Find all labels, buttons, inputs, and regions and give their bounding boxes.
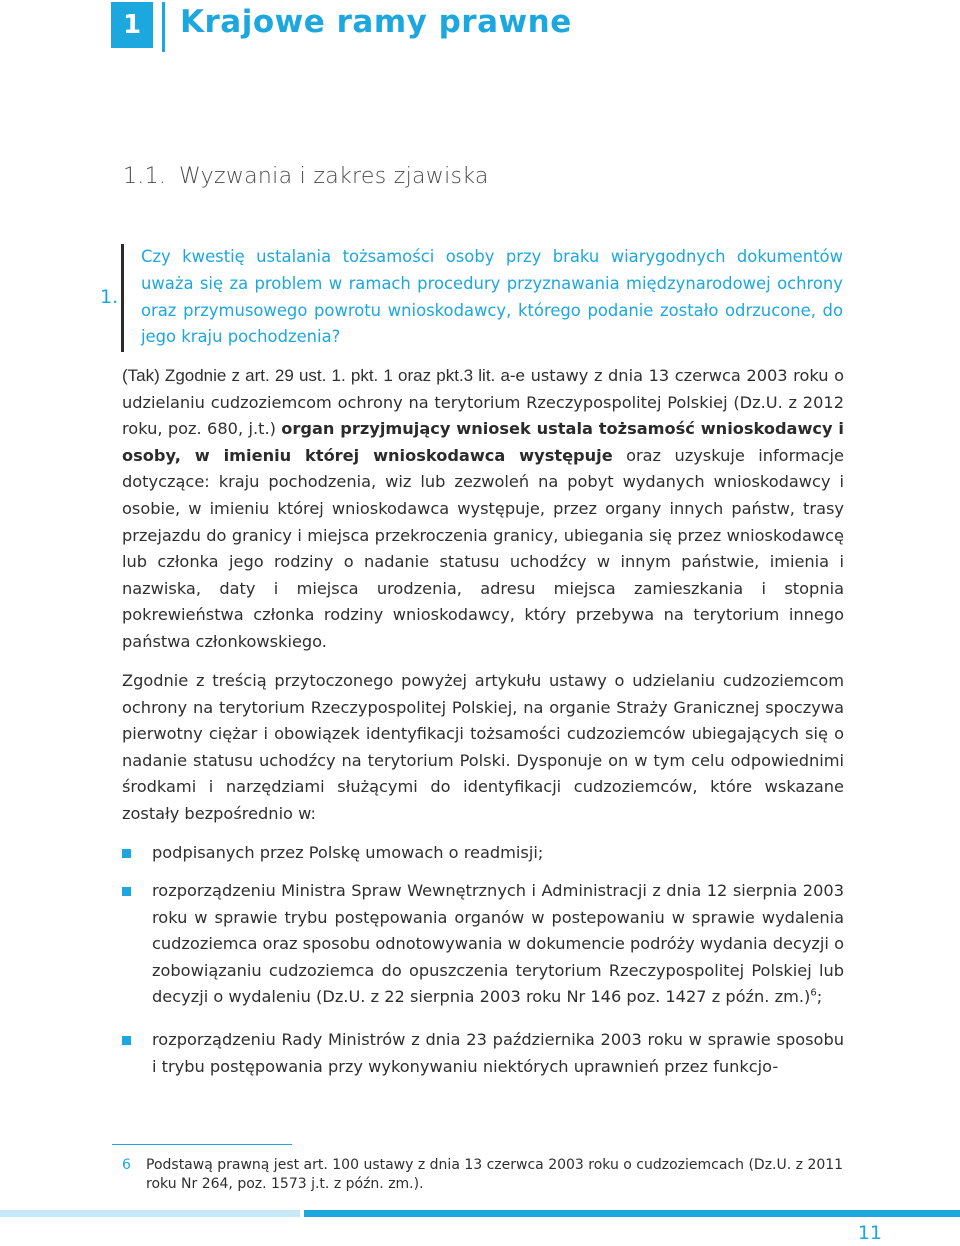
answer-text-a: ustawy z dnia 13 czerwca 2003 roku o udzielaniu cudzoziemcom ochrony na terytorium Rzeczypospolitej Polskiej (Dz.U. z 2012 roku, poz. 680, j.t.) bbox=[122, 366, 844, 439]
chapter-number: 1 bbox=[111, 2, 153, 48]
question-number: 1. bbox=[100, 286, 119, 308]
list-item bbox=[122, 840, 844, 870]
footnote bbox=[122, 1156, 844, 1194]
section-title: Wyzwania i zakres zjawiska bbox=[179, 164, 489, 189]
list-item-tail: ; bbox=[816, 987, 823, 1007]
section-heading bbox=[123, 164, 489, 189]
paragraph-2: Zgodnie z treścią przytoczonego powyżej artykułu ustawy o udzielaniu cudzoziemcom ochrony na terytorium Rzeczypospolitej Polskiej, na organie Straży Granicznej spoczywa pierwotny ciężar i obowiązek identyfikacji tożsamości cudzoziemców ubiegających się o nadanie statusu uchodźcy na terytorium Polski. Dysponuje on w tym celu odpowiednimi środkami i narzędziami służącymi do identyfikacji cudzoziemców, które wskazane zostały bezpośrednio w: bbox=[122, 671, 844, 823]
footnote-text: Podstawą prawną jest art. 100 ustawy z dnia 13 czerwca 2003 roku o cudzoziemcach (Dz.U. z 2011 roku Nr 264, poz. 1573 j.t. z późn. zm.). bbox=[146, 1157, 844, 1192]
question-bar bbox=[121, 244, 124, 352]
answer-bold: organ przyjmujący wniosek ustala tożsamość wnioskodawcy i osoby, w imieniu której wnioskodawca występuje bbox=[122, 419, 844, 465]
bullet-list bbox=[122, 840, 844, 1080]
bullet-square-icon bbox=[122, 1036, 131, 1045]
list-item bbox=[122, 878, 844, 1011]
page-number: 11 bbox=[857, 1222, 882, 1244]
bullet-square-icon bbox=[122, 887, 131, 896]
footer-bar bbox=[304, 1210, 960, 1217]
question-text: Czy kwestię ustalania tożsamości osoby przy braku wiarygodnych dokumentów uważa się za problem w ramach procedury przyznawania międzynarodowej ochrony oraz przymusowego powrotu wnioskodawcy, którego podanie zostało odrzucone, do jego kraju pochodzenia? bbox=[141, 247, 843, 347]
list-item-text: podpisanych przez Polskę umowach o readmisji; bbox=[152, 843, 544, 862]
list-item-text: rozporządzeniu Ministra Spraw Wewnętrznych i Administracji z dnia 12 sierpnia 2003 roku w sprawie trybu postępowania organów w postepowaniu w sprawie wydalenia cudzoziemca oraz sposobu odnotowywania w dokumencie podróży wydania decyzji o zobowiązaniu cudzoziemca do opuszczenia terytorium Rzeczypospolitej Polskiej lub decyzji o wydaleniu (Dz.U. z 22 sierpnia 2003 roku Nr 146 poz. 1427 z późn. zm.) bbox=[152, 881, 844, 1007]
list-item bbox=[122, 1027, 844, 1080]
answer-lead: (Tak) Zgodnie z art. 29 ust. 1. pkt. 1 oraz pkt.3 lit. a-e bbox=[122, 366, 526, 385]
answer-text-b: oraz uzyskuje informacje dotyczące: kraju pochodzenia, wiz lub zezwoleń na pobyt wydanych wnioskodawcy i osobie, w imieniu której wnioskodawca występuje, przez organy innych państw, trasy przejazdu do granicy i miejsca przekroczenia granicy, ubiegania się przez wnioskodawcę lub członka jego rodziny o nadanie statusu uchodźcy w innym państwie, imienia i nazwiska, daty i miejsca urodzenia, adresu miejsca zamieszkania i stopnia pokrewieństwa członka rodziny wnioskodawcy, który przebywa na terytorium innego państwa członkowskiego. bbox=[122, 445, 844, 651]
list-item-text: rozporządzeniu Rady Ministrów z dnia 23 października 2003 roku w sprawie sposobu i trybu postępowania przy wykonywaniu niektórych uprawnień przez funkcjo- bbox=[152, 1029, 844, 1076]
chapter-title: Krajowe ramy prawne bbox=[180, 4, 572, 40]
footnote-ref[interactable]: 6 bbox=[810, 987, 817, 999]
section-number: 1.1. bbox=[123, 164, 167, 189]
bullet-square-icon bbox=[122, 849, 131, 858]
footer-bar-light bbox=[0, 1210, 300, 1217]
answer-paragraph bbox=[122, 363, 844, 656]
footnote-number: 6 bbox=[122, 1157, 131, 1173]
footnote-divider bbox=[112, 1144, 292, 1145]
chapter-divider bbox=[162, 2, 165, 52]
